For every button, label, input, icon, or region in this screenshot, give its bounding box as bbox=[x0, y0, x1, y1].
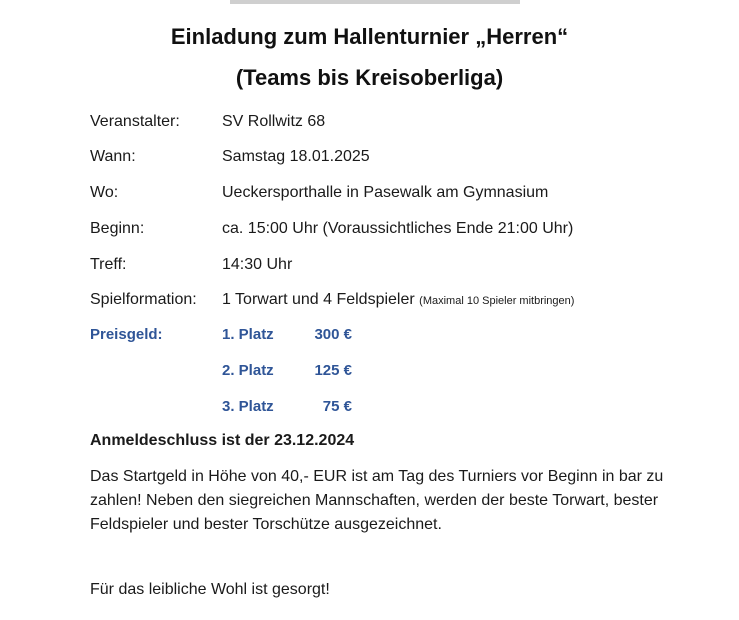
page-title: Einladung zum Hallenturnier „Herren“ bbox=[170, 24, 569, 49]
registration-deadline: Anmeldeschluss ist der 23.12.2024 bbox=[90, 432, 355, 449]
detail-label: Wo: bbox=[90, 184, 119, 201]
prize-place: 3. Platz bbox=[222, 398, 274, 415]
detail-value: ca. 15:00 Uhr (Voraussichtliches Ende 21:00 Uhr) bbox=[222, 220, 574, 237]
entry-fee-paragraph: Das Startgeld in Höhe von 40,- EUR ist am Tag des Turniers vor Beginn in bar zu zahlen! Neben den siegreichen Mannschaften, werden der beste Torwart, bester Feldspieler und bester Torschütze ausgezeichnet. bbox=[90, 468, 664, 533]
detail-value: Ueckersporthalle in Pasewalk am Gymnasium bbox=[222, 184, 549, 201]
prize-label: Preisgeld: bbox=[90, 326, 163, 343]
formation-value: 1 Torwart und 4 Feldspieler (Maximal 10 Spieler mitbringen) bbox=[222, 291, 575, 308]
prize-amount: 75 € bbox=[322, 398, 352, 415]
prize-place: 1. Platz bbox=[222, 326, 274, 343]
detail-label: Treff: bbox=[90, 256, 127, 273]
detail-label: Wann: bbox=[90, 148, 136, 165]
catering-paragraph: Für das leibliche Wohl ist gesorgt! bbox=[90, 581, 330, 598]
detail-value: Samstag 18.01.2025 bbox=[222, 148, 370, 165]
prize-amount: 300 € bbox=[314, 326, 352, 343]
cut-off-heading-line bbox=[230, 0, 520, 4]
detail-value: 14:30 Uhr bbox=[222, 256, 293, 273]
page-subtitle: (Teams bis Kreisoberliga) bbox=[235, 65, 504, 90]
formation-label: Spielformation: bbox=[90, 291, 197, 308]
detail-label: Veranstalter: bbox=[90, 113, 180, 130]
prize-amount: 125 € bbox=[314, 362, 352, 379]
formation-note: (Maximal 10 Spieler mitbringen) bbox=[419, 295, 575, 307]
detail-value: SV Rollwitz 68 bbox=[222, 113, 326, 130]
detail-label: Beginn: bbox=[90, 220, 145, 237]
prize-place: 2. Platz bbox=[222, 362, 274, 379]
